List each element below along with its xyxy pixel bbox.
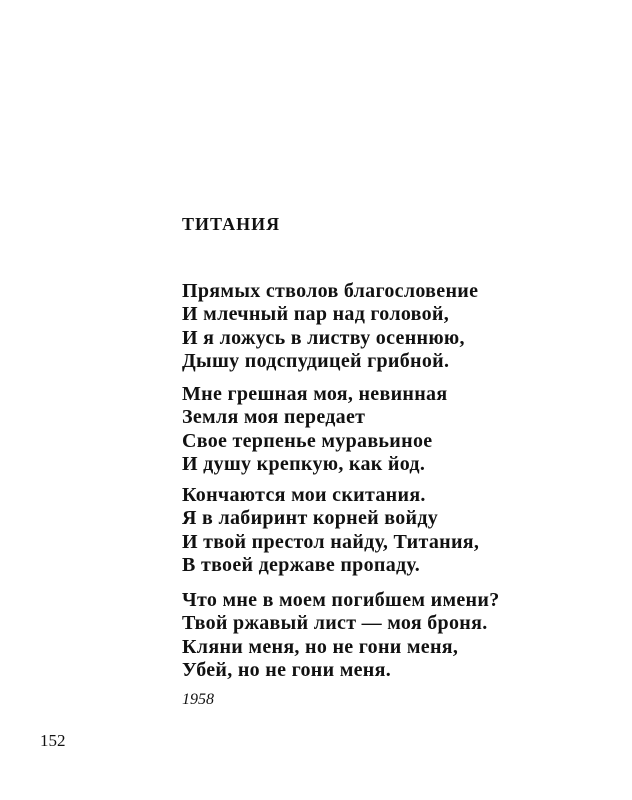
poem-line: Что мне в моем погибшем имени? (182, 589, 500, 611)
poem-line: Твой ржавый лист — моя броня. (182, 612, 488, 635)
poem-line: Прямых стволов благословение (182, 280, 479, 302)
poem-title: ТИТАНИЯ (182, 214, 281, 234)
poem-line: Кляни меня, но не гони меня, (182, 635, 459, 658)
poem-line: Земля моя передает (182, 406, 366, 429)
poem-line: И душу крепкую, как йод. (182, 452, 426, 475)
poem-line: Дышу подспудицей грибной. (182, 349, 450, 372)
page-number: 152 (40, 731, 66, 750)
stanza-2 (182, 383, 447, 476)
stanza-1 (182, 280, 478, 373)
poem-line: В твоей державе пропаду. (182, 553, 421, 576)
poem-line: Мне грешная моя, невинная (182, 383, 448, 405)
poem-line: Убей, но не гони меня. (182, 658, 392, 681)
poem-line: И я ложусь в листву осеннюю, (182, 326, 465, 349)
poem-line: Кончаются мои скитания. (182, 484, 426, 506)
poem-line: И твой престол найду, Титания, (182, 530, 480, 553)
stanza-3 (182, 484, 479, 577)
poem-year: 1958 (182, 691, 214, 708)
poem-line: Я в лабиринт корней войду (182, 507, 439, 530)
poem-line: И млечный пар над головой, (182, 303, 450, 326)
stanza-4 (182, 589, 500, 682)
poem-line: Свое терпенье муравьиное (182, 429, 433, 452)
